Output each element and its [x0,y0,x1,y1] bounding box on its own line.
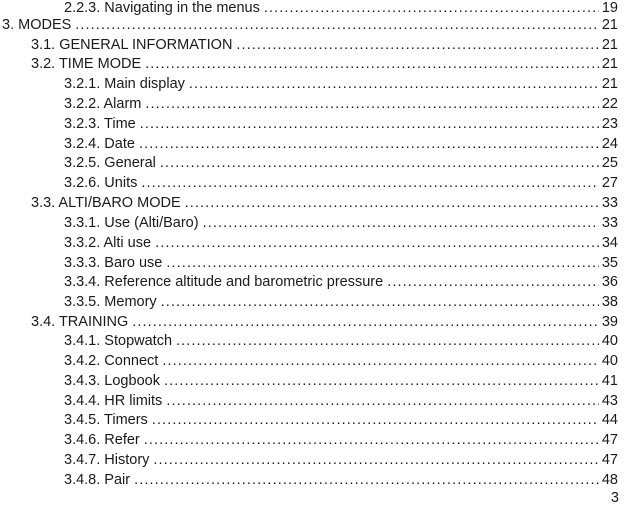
toc-entry[interactable] [64,430,618,450]
dot-leader [160,153,599,173]
dot-leader [152,410,599,430]
toc-entry-title: 3.3.1. Use (Alti/Baro) [64,215,199,231]
toc-entry-title: 3.2.2. Alarm [64,96,142,112]
dot-leader [176,331,599,351]
dot-leader [155,233,599,253]
toc-entry[interactable] [64,94,618,114]
toc-entry-page: 33 [601,195,618,211]
toc-entry[interactable] [64,470,618,490]
toc-entry-page: 43 [601,393,618,409]
toc-entry[interactable] [64,233,618,253]
dot-leader [185,193,599,213]
toc-entry-page: 40 [601,353,618,369]
toc-entry[interactable] [64,450,618,470]
dot-leader [236,35,598,55]
toc-entry-title: 3. MODES [2,17,72,33]
dot-leader [75,15,599,35]
toc-entry-page: 48 [601,472,618,488]
toc-entry-page: 33 [601,215,618,231]
dot-leader [132,312,599,332]
toc-entry-page: 21 [601,37,618,53]
toc-entry-title: 3.2.4. Date [64,136,135,152]
dot-leader [140,114,599,134]
toc-entry-title: 3.2. TIME MODE [31,56,142,72]
toc-entry-title: 3.2.1. Main display [64,76,185,92]
toc-entry-title: 3.4.8. Pair [64,472,131,488]
toc-entry-title: 3.3.4. Reference altitude and barometric pressure [64,274,384,290]
toc-entry[interactable] [64,253,618,273]
toc-entry-title: 3.3.2. Alti use [64,235,152,251]
toc-entry-page: 23 [601,116,618,132]
toc-entry[interactable] [64,391,618,411]
toc-entry[interactable] [2,15,618,35]
toc-entry-title: 3.4.5. Timers [64,412,148,428]
toc-entry-title: 3.3.5. Memory [64,294,157,310]
toc-entry-page: 39 [601,314,618,330]
dot-leader [153,450,598,470]
toc-entry-page: 34 [601,235,618,251]
toc-entry-title: 2.2.3. Navigating in the menus [64,0,260,16]
toc-entry[interactable] [64,331,618,351]
toc-entry[interactable] [64,272,618,292]
dot-leader [164,371,599,391]
toc-entry[interactable] [31,193,618,213]
toc-entry[interactable] [64,213,618,233]
toc-entry-title: 3.4.4. HR limits [64,393,163,409]
toc-entry[interactable] [64,351,618,371]
dot-leader [189,74,599,94]
toc-entry[interactable] [64,153,618,173]
toc-entry-page: 47 [601,452,618,468]
toc-entry-title: 3.4. TRAINING [31,314,129,330]
toc-entry-page: 24 [601,136,618,152]
dot-leader [139,134,599,154]
toc-entry-page: 25 [601,155,618,171]
toc-entry-page: 22 [601,96,618,112]
toc-entry-page: 21 [601,17,618,33]
toc-entry[interactable] [64,371,618,391]
dot-leader [166,253,599,273]
toc-entry-title: 3.2.3. Time [64,116,136,132]
toc-entry-page: 36 [601,274,618,290]
toc-entry-page: 21 [601,76,618,92]
dot-leader [144,430,599,450]
toc-entry-page: 21 [601,56,618,72]
toc-entry-page: 44 [601,412,618,428]
toc-entry-title: 3.4.1. Stopwatch [64,333,173,349]
toc-entry-title: 3.2.5. General [64,155,156,171]
toc-entry-title: 3.4.7. History [64,452,150,468]
dot-leader [141,173,599,193]
toc-entry-page: 19 [601,0,618,16]
toc-entry[interactable] [31,54,618,74]
dot-leader [387,272,599,292]
toc-entry-page: 38 [601,294,618,310]
dot-leader [166,391,599,411]
toc-entry-title: 3.1. GENERAL INFORMATION [31,37,233,53]
dot-leader [145,54,599,74]
dot-leader [203,213,599,233]
dot-leader [145,94,598,114]
toc-entry-title: 3.4.6. Refer [64,432,140,448]
toc-entry-page: 41 [601,373,618,389]
toc-entry-page: 27 [601,175,618,191]
dot-leader [134,470,599,490]
toc-entry[interactable] [64,114,618,134]
page-number: 3 [610,490,619,506]
toc-entry-title: 3.4.3. Logbook [64,373,160,389]
toc-entry[interactable] [64,410,618,430]
toc-entry-title: 3.2.6. Units [64,175,138,191]
toc-entry-page: 40 [601,333,618,349]
dot-leader [162,351,599,371]
toc-entry-title: 3.3.3. Baro use [64,255,163,271]
toc-entry[interactable] [31,312,618,332]
toc-entry[interactable] [31,35,618,55]
dot-leader [161,292,599,312]
toc-entry[interactable] [64,134,618,154]
toc-entry-title: 3.4.2. Connect [64,353,159,369]
toc-entry[interactable] [64,74,618,94]
toc-entry[interactable] [64,173,618,193]
toc-entry-page: 35 [601,255,618,271]
toc-entry-page: 47 [601,432,618,448]
toc-entry-title: 3.3. ALTI/BARO MODE [31,195,181,211]
toc-entry[interactable] [64,292,618,312]
